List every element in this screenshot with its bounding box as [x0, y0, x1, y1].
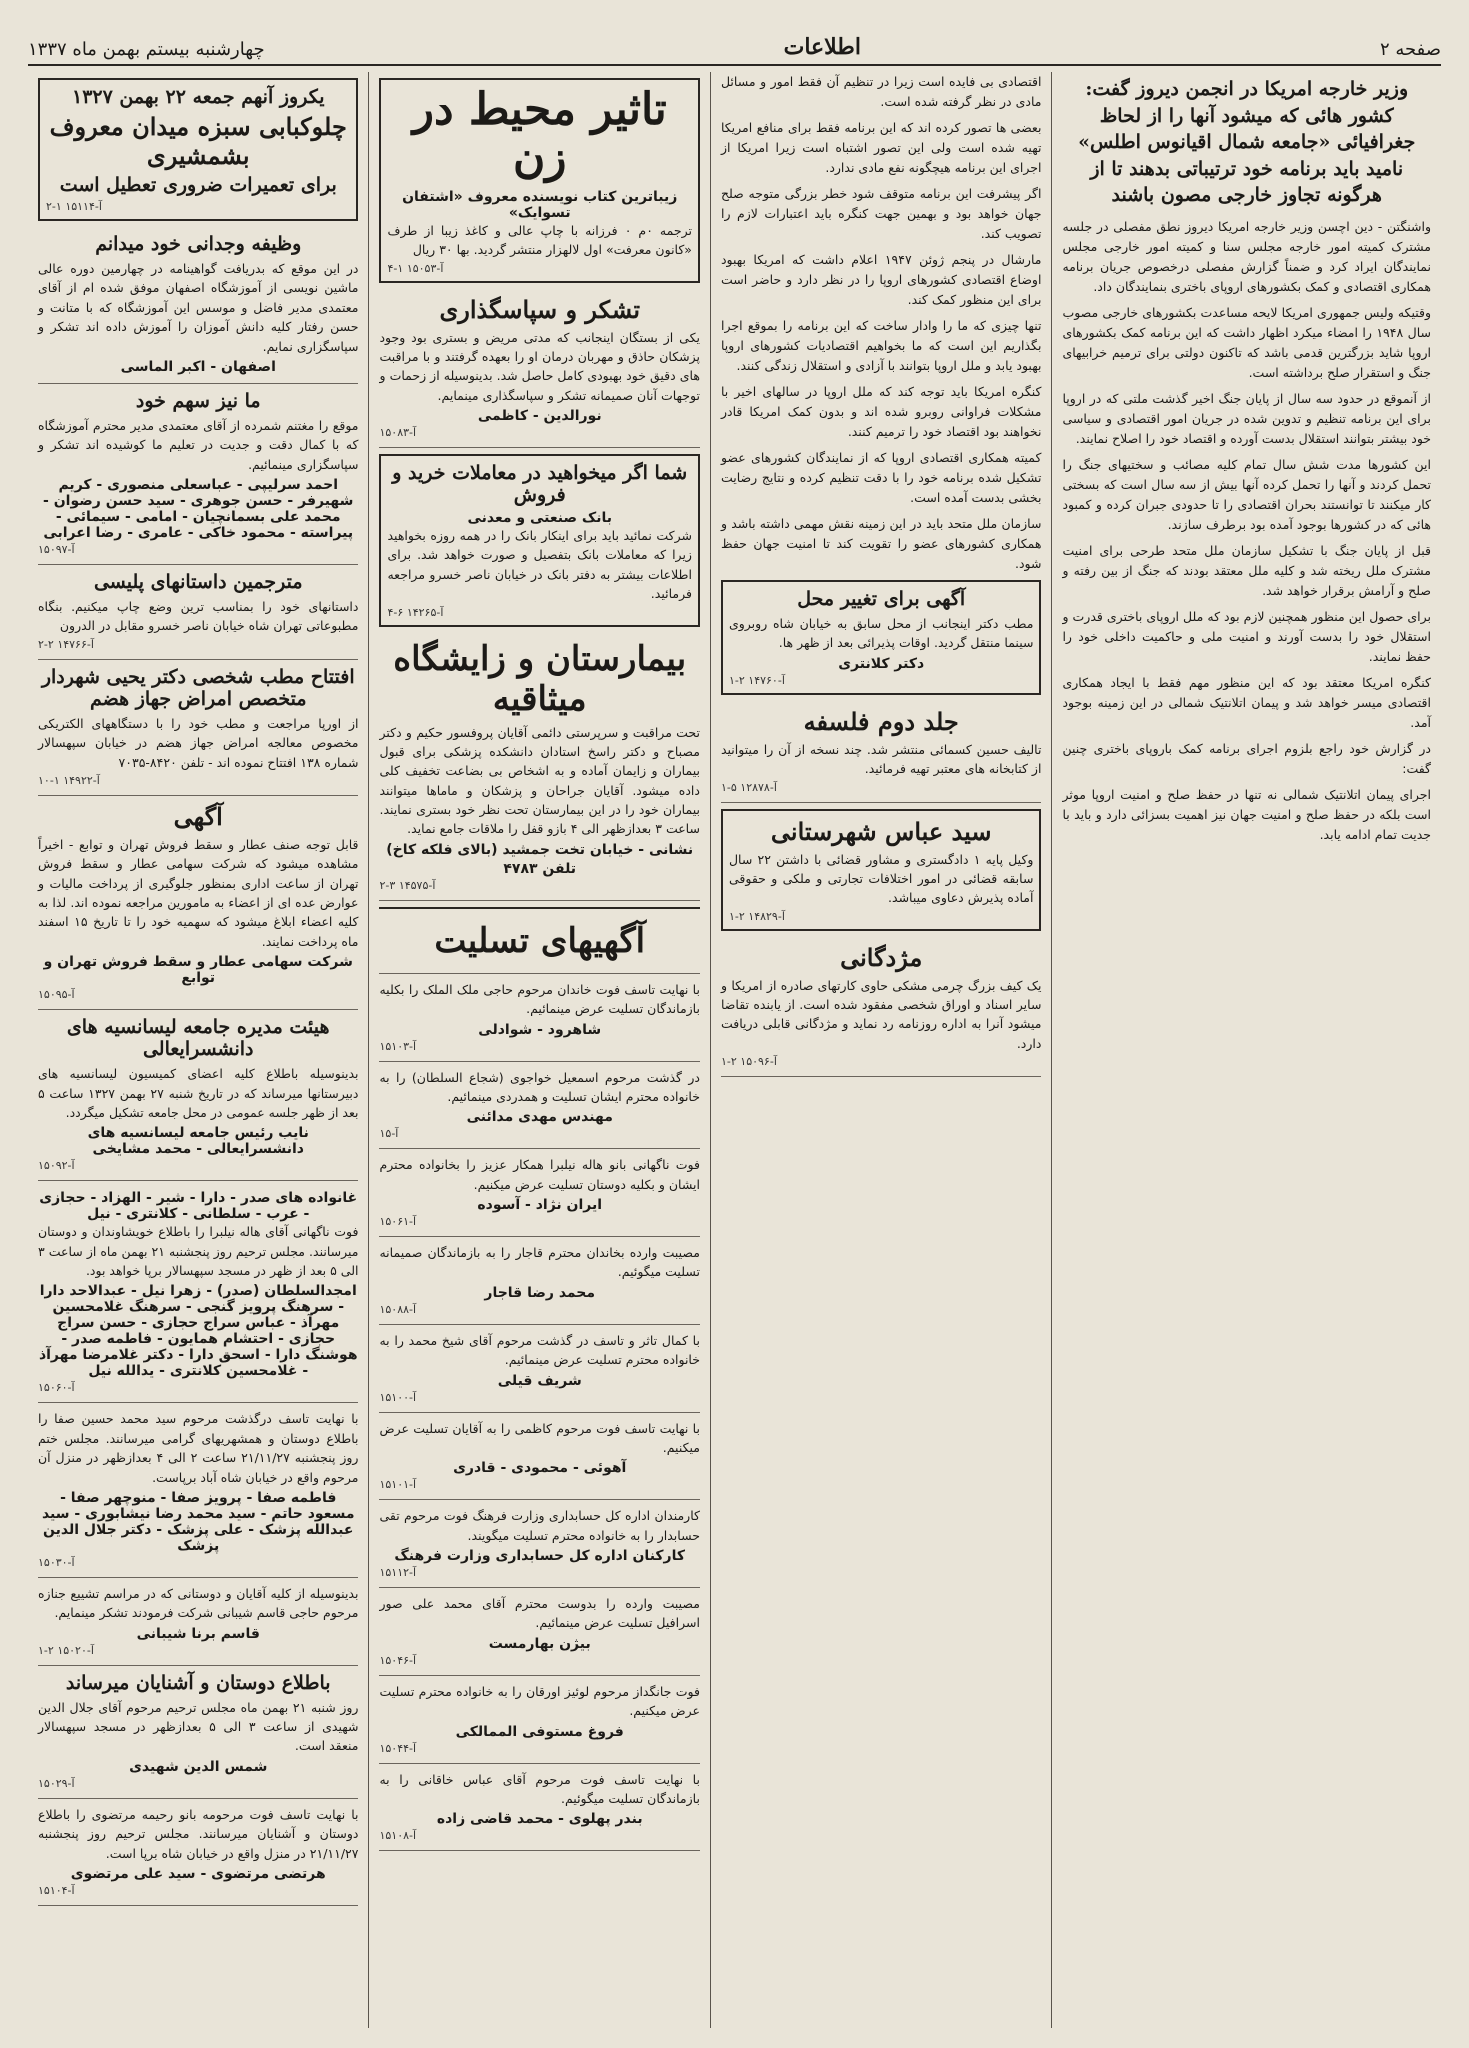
board-notice — [38, 1010, 358, 1181]
condolence-item — [379, 974, 699, 1062]
condolence-item — [379, 1413, 699, 1501]
hospital-title: بیمارستان و زایشگاه میثاقیه — [393, 638, 687, 719]
article-paragraph: سازمان ملل متحد باید در این زمینه نقش مهمی داشته باشد و همکاری کشورهای عضو را تقویت کند تا امنیت جهان حفظ شود. — [720, 516, 1042, 571]
mourn-code: آ-۱۵۱۰۴ — [38, 1883, 75, 1897]
thanks2-text: بدینوسیله از کلیه آقایان و دوستانی که در مراسم تشییع جنازه مرحوم حاجی قاسم شیبانی شرکت فرمودند تشکر مینمایم. — [38, 1585, 359, 1621]
lawyer-code: آ-۱۴۸۲۹ ۲-۱ — [728, 909, 785, 923]
condolence-item — [379, 1500, 699, 1588]
condolence-signature: شریف قیلی — [497, 1372, 582, 1389]
condolence-text: فوت ناگهانی بانو هاله نیلبرا همکار عزیز را بخانواده محترم ایشان و بکلیه دوستان تسلیت عرض میکنیم. — [379, 1157, 700, 1192]
article-paragraph: اگر پیشرفت این برنامه متوقف شود خطر بزرگی متوجه صلح جهان خواهد بود و بهمین جهت کنگره باید اعتبارات لازم را تصویب کند. — [720, 186, 1042, 241]
lawyer-name: سید عباس شهرستانی — [770, 816, 992, 846]
family-text: فوت ناگهانی آقای هاله نیلبرا را باطلاع خویشاوندان و دوستان میرسانند. مجلس ترحیم روز پنجشنبه ۲۱ بهمن ماه از ساعت ۳ الی ۵ بعد از ظهر در مسجد سپهسالار برپا خواهد بود. — [38, 1224, 359, 1278]
thanks-signature: نورالدین - کاظمی — [477, 408, 602, 425]
condolence-code: آ-۱۵۰۸۸ — [379, 1302, 417, 1316]
article-paragraph: در گزارش خود راجع بلزوم اجرای برنامه کمک باروپای باختری چنین گفت: — [1062, 740, 1431, 776]
family-notice — [38, 1181, 358, 1403]
condolence-code: آ-۱۵ — [379, 1127, 399, 1141]
article-paragraph: اقتصادی بی فایده است زیرا در تنظیم آن فقط امور و مسائل مادی در نظر گرفته شده است. — [720, 74, 1042, 109]
notice-title: آگهی — [173, 801, 223, 831]
restaurant-name: چلوکبابی سبزه میدان معروف بشمشیری — [49, 112, 347, 170]
column-2 — [710, 72, 1051, 2028]
restaurant-title: یکروز آنهم جمعه ۲۲ بهمن ۱۳۲۷ — [71, 86, 325, 108]
friends-title: باطلاع دوستان و آشنایان میرساند — [65, 1671, 331, 1694]
condolence-item — [379, 1237, 699, 1325]
article-paragraph: از آنموقع در حدود سه سال از پایان جنگ اخیر گذشت ملتی که در اروپا برای این برنامه تنظیم و تدوین شده در جریان امور اقتصادی و سیاسی خود بیشتر بتوانند استقلال بدست آورده و اقتصاد خود را اصلاح نمایند. — [1062, 390, 1431, 446]
bank-text: شرکت نمائید باید برای اینکار بانک را در همه روزه بخواهید زیرا که معاملات بانک بتفصیل و صورت خواهد شد. برای اطلاعات بیشتر به دفتر بانک در خیابان ناصر خسرو مراجعه فرمائید. — [387, 528, 692, 602]
board-text: بدینوسیله باطلاع کلیه اعضای کمیسیون لیسانسیه های دبیرستانها میرساند که در تاریخ شنبه ۲۷ بهمن ۱۳۲۷ ساعت ۵ بعد از ظهر جلسه عمومی در محل جامعه تشکیل میگردد. — [38, 1066, 359, 1120]
hospital-address: نشانی - خیابان تخت جمشید (بالای فلکه کاخ) — [386, 841, 694, 858]
condolence-item — [379, 1588, 699, 1676]
condolence-signature: بیژن بهارمست — [488, 1635, 591, 1652]
book-text: تالیف حسین کسمائی منتشر شد. چند نسخه از آن را میتوانید از کتابخانه های معتبر تهیه فرمائید. — [720, 741, 1042, 777]
book-title: جلد دوم فلسفه — [803, 706, 959, 736]
condolence-signature: آهوئی - محمودی - قادری — [453, 1460, 627, 1477]
condolence-item — [379, 1676, 699, 1764]
condolence-signature: محمد رضا قاجار — [484, 1284, 596, 1301]
condolence-code: آ-۱۵۰۶۱ — [379, 1215, 417, 1229]
hospital-code: آ-۱۴۵۷۵ ۳-۲ — [379, 878, 436, 892]
clinic-text: از اورپا مراجعت و مطب خود را با دستگاههای الکتریکی مخصوص معالجه امراض جهاز هضم در خیابان سپهسالار شماره ۱۳۸ افتتاح نموده اند - تلفن ۸۴۲۰-۷۰۳۵ — [38, 715, 359, 770]
condolence-signature: ایران نژاد - آسوده — [477, 1197, 603, 1214]
column-3 — [368, 72, 709, 2028]
condolence-signature: بندر پهلوی - محمد قاضی زاده — [436, 1811, 643, 1828]
students-ad — [38, 384, 358, 565]
book-promo-text: ترجمه ۰م ۰ فرزانه با چاپ عالی و کاغذ زیبا از طرف «کانون معرفت» اول لالهزار منتشر گردید. بها ۳۰ ریال — [387, 222, 692, 258]
memorial-notice — [38, 1403, 358, 1578]
condolence-text: با نهایت تاسف فوت مرحوم کاظمی را به آقایان تسلیت عرض میکنیم. — [379, 1420, 700, 1455]
thanks2-code: آ-۱۵۰۲۰ ۲-۱ — [38, 1643, 94, 1657]
article-paragraph: تنها چیزی که ما را وادار ساخت که این برنامه را بموقع اجرا بگذاریم این است که ما بخواهیم اقتصادیات کشورهای اروپا بهبود یابد و ملل اروپا بتوانند با آزادی و استقلال زندگی کنند. — [720, 318, 1042, 373]
condolence-code: آ-۱۵۱۰۰ — [379, 1390, 417, 1404]
book-code: آ-۱۲۸۷۸ ۵-۱ — [720, 780, 777, 794]
friends-text: روز شنبه ۲۱ بهمن ماه مجلس ترحیم مرحوم آقای جلال الدین شهیدی از ساعت ۳ الی ۵ بعدازظهر در مسجد سپهسالار منعقد است. — [38, 1699, 359, 1754]
friends-notice — [38, 1666, 358, 1799]
translators-ad — [38, 565, 358, 660]
students-text: موقع را مغتنم شمرده از آقای معتمدی مدیر محترم آموزشگاه که با کمال دقت و جدیت در تعلیم ما کوشیده اند تشکر و سپاسگزاری مینمائیم. — [38, 417, 359, 472]
condolence-text: فوت جانگداز مرحوم لوئیز اورقان را به خانواده محترم تسلیت عرض میکنیم. — [379, 1683, 700, 1719]
reward-code: آ-۱۵۰۹۶ ۲-۱ — [720, 1055, 777, 1069]
lawyer-ad — [721, 809, 1041, 931]
column-4 — [28, 72, 368, 2028]
friends-signature: شمس الدین شهیدی — [129, 1758, 268, 1775]
mourn-signature: هرتضی مرتضوی - سید علی مرتضوی — [70, 1865, 326, 1882]
article-continuation — [721, 72, 1041, 574]
thanks-code: آ-۱۵۰۸۳ — [379, 426, 417, 440]
columns — [28, 72, 1441, 2028]
family-members: امجدالسلطان (صدر) - زهرا نیل - عبدالاحد دارا - سرهنگ پرویز گنجی - سرهنگ غلامحسین مهرآذ - عباس سراج حجازی - حسن سراج حجازی - احتشام همایون - فاطمه صدر - هوشنگ دارا - اسحق دارا - دکتر غلامرضا مهرآذ - غلامحسین کلانتری - یدالله نیل — [38, 1283, 358, 1380]
translators-text: داستانهای خود را بمناسب ترین وضع چاپ میکنیم. بنگاه مطبوعاتی تهران شاه خیابان ناصر خسرو مقابل در الدرون — [38, 599, 359, 634]
memorial-names: فاطمه صفا - پرویز صفا - منوچهر صفا - مسعود حاتم - سید محمد رضا نیشابوری - سید عبدالله پزشک - علی پزشک - دکتر جلال الدین پزشک — [41, 1489, 355, 1554]
condolence-signature: فروغ مستوفی الممالکی — [455, 1723, 624, 1740]
family-names: غانواده های صدر - دارا - شیر - الهزاد - حجازی - عرب - سلطانی - کلانتری - نیل — [39, 1190, 358, 1223]
students-code: آ-۱۵۰۹۷ — [38, 543, 75, 556]
duty-text: در این موقع که بدریافت گواهینامه در چهارمین دوره عالی ماشین نویسی از آموزشگاه اصفهان موفق شده ام از آقای معتمدی مدیر فاضل و موسس این آموزشگاه که با متانت و حسن رفتار کلیه دانش آموزان را آموزش داده اند تشکر و سپاسگزاری نمایم. — [38, 261, 359, 354]
reward-text: یک کیف بزرگ چرمی مشکی حاوی کارتهای صادره از امریکا و سایر اسناد و اوراق شخصی مفقود شده است. از یابنده تقاضا میشود آنرا به اداره روزنامه رد نماید و مژدگانی قابلی دریافت دارد. — [720, 977, 1042, 1051]
public-notice — [38, 796, 358, 1010]
thanks-notice — [38, 1578, 358, 1666]
clinic-code: آ-۱۴۹۲۲ ۱-۱۰ — [38, 773, 100, 787]
hospital-text: تحت مراقبت و سرپرستی دائمی آقایان پروفسور حکیم و دکتر مصباح و دکتر راسخ استادان دانشکده پزشکی برای قبول بیماران و زایمان آماده و به اشخاص بی بضاعت تخفیف کلی داده میشود. آقایان جراحان و پزشکان و ماماها میتوانند بیماران خود را در این بیمارستان تحت نظر خود بستری نمایند. ساعت ۳ بعدازظهر الی ۴ بازو قفل را ملاقات جامع نماید. — [379, 724, 700, 837]
thanks-ad — [379, 289, 699, 449]
relocation-signature: دکتر کلانتری — [838, 655, 925, 672]
condolence-signature: مهندس مهدی مدائنی — [466, 1109, 613, 1126]
lawyer-text: وکیل پایه ۱ دادگستری و مشاور قضائی با داشتن ۲۲ سال سابقه قضائی در امور اختلافات تجارتی و ملکی و حقوقی آماده پذیرش دعاوی میباشد. — [728, 851, 1034, 906]
condolence-code: آ-۱۵۱۱۲ — [379, 1566, 417, 1580]
condolence-item — [379, 1325, 699, 1413]
condolence-text: کارمندان اداره کل حسابداری وزارت فرهنگ فوت مرحوم تقی حسابدار را به خانواده محترم تسلیت میگویند. — [379, 1508, 700, 1543]
friends-code: آ-۱۵۰۲۹ — [38, 1776, 75, 1790]
article-paragraph: وقتیکه ولیس جمهوری امریکا لایحه مساعدت بکشورهای خارجی مصوب سال ۱۹۴۸ را امضاء میکرد اظهار داشت که این برنامه کمک بکشورهای اروپا شاید بزرگترین قدمی باشد که تاکنون دولتی برای ترمیم خرابیهای جنگ و استقرار صلح برداشته است. — [1062, 304, 1431, 380]
condolence-code: آ-۱۵۱۰۳ — [379, 1039, 417, 1053]
condolence-text: مصیبت وارده بخاندان محترم قاجار را به بازماندگان صمیمانه تسلیت میگوئیم. — [379, 1245, 700, 1280]
thanks2-signature: قاسم برنا شیبانی — [136, 1625, 260, 1642]
condolence-text: در گذشت مرحوم اسمعیل خواجوی (شجاع السلطان) را به خانواده محترم ایشان تسلیت و همدردی مینمائیم. — [379, 1069, 700, 1104]
relocation-title: آگهی برای تغییر محل — [797, 588, 966, 610]
bank-code: آ-۱۴۲۶۵ ۶-۴ — [387, 605, 444, 619]
restaurant-closed: برای تعمیرات ضروری تعطیل است — [59, 174, 337, 196]
translators-code: آ-۱۴۷۶۶ ۲-۲ — [38, 637, 94, 651]
condolence-code: آ-۱۵۰۴۴ — [379, 1741, 417, 1755]
condolence-signature: کارکنان اداره کل حسابداری وزارت فرهنگ — [394, 1548, 686, 1565]
article-paragraph: کنگره امریکا باید توجه کند که ملل اروپا در سالهای اخیر با مشکلات فراوانی روبرو شده اند و بدون کمک امریکا قادر نخواهند بود اقتصاد خود را ترمیم کنند. — [720, 384, 1042, 439]
newspaper-name: اطلاعات — [783, 34, 861, 60]
condolence-text: با نهایت تاسف فوت مرحوم آقای عباس خاقانی را به بازماندگان تسلیت میگوئیم. — [379, 1771, 700, 1806]
reward-ad — [721, 937, 1041, 1078]
relocation-code: آ-۱۴۷۶۰ ۲-۱ — [728, 673, 785, 687]
condolence-text: با کمال تاثر و تاسف در گذشت مرحوم آقای شیخ محمد را به خانواده محترم تسلیت عرض مینمائیم. — [379, 1332, 700, 1368]
duty-title: وظیفه وجدانی خود میدانم — [95, 233, 302, 255]
article-paragraph: این کشورها مدت شش سال تمام کلیه مصائب و سختیهای جنگ را تحمل کردند و آنها را تحمل کرده آنها بیش از سه سال است که بسختی کار میکنند تا توانستند بحران اقتصادی را تا حدودی جبران کرده و کمبود هائی که در کشورها بوجود آمده بود برطرف سازند. — [1062, 456, 1431, 532]
mourning-notice — [38, 1799, 358, 1906]
hospital-phone: تلفن ۴۷۸۳ — [503, 860, 577, 877]
condolence-text: مصیبت وارده را بدوست محترم آقای محمد علی صور اسرافیل تسلیت عرض مینمائیم. — [379, 1596, 700, 1631]
duty-signature: اصفهان - اکبر الماسی — [120, 358, 276, 375]
clinic-title: افتتاح مطب شخصی دکتر یحیی شهردار متخصص امراض جهاز هضم — [41, 665, 355, 710]
thanks-text: یکی از بستگان اینجانب که مدتی مریض و بستری بود وجود پزشکان حاذق و مهربان درمان او را بعهده گرفتند و با مراقبت های دقیق خود بهبودی کامل حاصل شد. بدینوسیله از زحمات و توجهات آنان صمیمانه تشکر و سپاسگذاری مینمایم. — [379, 329, 700, 403]
notice-signature: شرکت سهامی عطار و سقط فروش تهران و توابع — [43, 954, 353, 987]
page-number: صفحه ۲ — [1379, 39, 1441, 60]
divider — [379, 907, 699, 909]
notice-text: قابل توجه صنف عطار و سقط فروش تهران و توابع - اخیراً مشاهده میشود که شرکت سهامی عطار و سقط فروش تهران از ساعت اداری بمنظور جلوگیری از پرداخت مالیات و عوارض عده ای از اعضاء به مامورین مراجعه نموده اند. لذا به کلیه اعضاء ابلاغ میشود که سهمیه خود را تا تاریخ ۱۵ اسفند ماه پرداخت نمایند. — [38, 836, 359, 949]
reward-title: مژدگانی — [840, 942, 923, 972]
main-article — [1062, 76, 1431, 845]
article-paragraph: قبل از پایان جنگ با تشکیل سازمان ملل متحد طرحی برای امنیت مشترک ملل ریخته شد و کلیه ملل معتقد بودند که جنگ از بین رفته و صلح و آرامش برقرار خواهد شد. — [1062, 542, 1431, 598]
memorial-text: با نهایت تاسف درگذشت مرحوم سید محمد حسین صفا را باطلاع دوستان و همشهریهای گرامی میرسانند. مجلس ختم روز پنجشنبه ۲۱/۱۱/۲۷ ساعت ۲ الی ۴ بعدازظهر در منزل آن مرحوم واقع در خیابان شاه آباد برپاست. — [38, 1411, 359, 1485]
notice-code: آ-۱۵۰۹۵ — [38, 988, 75, 1002]
bank-ad — [379, 454, 699, 627]
students-title: ما نیز سهم خود — [135, 389, 261, 412]
hospital-ad — [379, 633, 699, 901]
bank-name: بانک صنعتی و معدنی — [467, 510, 612, 527]
board-title: هیئت مدیره جامعه لیسانسیه های دانشسرایعالی — [66, 1016, 330, 1061]
thanks-title: تشکر و سپاسگذاری — [439, 294, 640, 324]
condolence-item — [379, 1062, 699, 1150]
mourn-text: با نهایت تاسف فوت مرحومه بانو رحیمه مرتضوی را باطلاع دوستان و آشنایان میرسانند. مجلس ترحیم روز پنجشنبه ۲۱/۱۱/۲۷ در منزل واقع در خیابان شاه برپا است. — [38, 1806, 359, 1861]
board-signature: نایب رئیس جامعه لیسانسیه های دانشسرایعالی - محمد مشایخی — [87, 1125, 309, 1158]
clinic-ad — [38, 660, 358, 796]
memorial-code: آ-۱۵۰۳۰ — [38, 1555, 75, 1569]
article-paragraph: اجرای پیمان اتلانتیک شمالی نه تنها در حفظ صلح و امنیت اروپا موثر است بلکه در حفظ صلح و امنیت جهان نیز اهمیت بسزائی دارد و باید با جدیت تمام ادامه یابد. — [1062, 786, 1431, 842]
masthead — [28, 12, 1441, 66]
students-names: احمد سرلیپی - عباسعلی منصوری - کریم شهیرفر - حسن جوهری - سید حسن رضوان - محمد علی بسمانچیان - امامی - سیمائی - پیراسته - محمود خاکی - عامری - رضا اعرابی — [43, 477, 354, 541]
article-paragraph: واشنگتن - دین اچسن وزیر خارجه امریکا دیروز نطق مفصلی در جلسه مشترک کمیته امور خارجه مجلس سنا و کمیته امور خارجی مجلس نمایندگان ایراد کرد و ضمناً گزارش مفصلی درخصوص جریان برنامه همکاری اقتصادی و کمک بکشورهای اروپای باختری بنمایندگان داد. — [1062, 218, 1431, 294]
book-promo-code: آ-۱۵۰۵۳ ۱-۴ — [387, 261, 444, 275]
bank-title: شما اگر میخواهید در معاملات خرید و فروش — [392, 462, 688, 507]
condolence-item — [379, 1764, 699, 1852]
article-paragraph: کنگره امریکا معتقد بود که این منظور مهم فقط با ایجاد همکاری اقتصادی میسر خواهد شد و پیمان اتلانتیک شمالی در این زمینه بوجود آمد. — [1062, 674, 1431, 730]
condolence-signature: شاهرود - شوادلی — [478, 1021, 602, 1038]
condolence-code: آ-۱۵۱۰۱ — [379, 1478, 417, 1492]
condolence-item — [379, 1149, 699, 1237]
condolence-text: با نهایت تاسف فوت خاندان مرحوم حاجی ملک الملک را بکلیه بازماندگان تسلیت عرض مینمائیم. — [379, 981, 700, 1017]
relocation-notice — [721, 580, 1041, 695]
condolence-code: آ-۱۵۱۰۸ — [379, 1829, 417, 1843]
condolence-title: آگهیهای تسلیت — [434, 920, 646, 961]
condolence-section — [379, 915, 699, 974]
duty-ad — [38, 227, 358, 384]
book-promo-title: تاثیر محیط در زن — [412, 84, 667, 184]
restaurant-code: آ-۱۵۱۱۴ ۱-۲ — [46, 200, 102, 213]
book-promo — [379, 78, 699, 283]
issue-date: چهارشنبه بیستم بهمن ماه ۱۳۳۷ — [28, 39, 265, 60]
book-promo-subtitle: زیباترین کتاب نویسنده معروف «اشتفان تسوایک» — [402, 188, 678, 221]
translators-title: مترجمین داستانهای پلیسی — [93, 571, 303, 593]
article-paragraph: مارشال در پنجم ژوئن ۱۹۴۷ اعلام داشت که امریکا بهبود اوضاع اقتصادی کشورهای اروپا را در نظر دارد و حاضر است برای این منظور کمک کند. — [720, 252, 1042, 307]
restaurant-ad — [38, 78, 358, 221]
article-paragraph: برای حصول این منظور همچنین لازم بود که ملل اروپای باختری قدرت و استقلال خود را بدست آورند و امنیت ملی و حاکمیت داخلی خود را حفظ نمایند. — [1062, 608, 1431, 664]
article-paragraph: بعضی ها تصور کرده اند که این برنامه فقط برای منافع امریکا تهیه شده است ولی این تصور اشتباه است زیرا امریکا از اجرای این برنامه هیچگونه نفع مادی ندارد. — [720, 120, 1042, 175]
article-headline: وزیر خارجه امریکا در انجمن دیروز گفت: کشور هائی که میشود آنها را از لحاظ جغرافیائی «جامعه شمال اقیانوس اطلس» نامید باید برنامه خود ترتیباتی بدهند تا از هرگونه تجاوز خارجی مصون باشند — [1078, 78, 1416, 207]
relocation-text: مطب دکتر اینجانب از محل سابق به خیابان شاه روبروی سینما منتقل گردید. اوقات پذیرائی بعد از ظهر ها. — [728, 616, 1034, 651]
board-code: آ-۱۵۰۹۲ — [38, 1159, 75, 1173]
book-ad — [721, 701, 1041, 803]
article-paragraph: کمیته همکاری اقتصادی اروپا که از نمایندگان کشورهای عضو تشکیل شده برنامه خود را با دقت تنظیم کرده و نتایج رضایت بخشی بدست آمده است. — [720, 450, 1042, 505]
column-1 — [1051, 72, 1441, 2028]
family-code: آ-۱۵۰۶۰ — [38, 1381, 75, 1395]
condolence-code: آ-۱۵۰۴۶ — [379, 1653, 417, 1667]
